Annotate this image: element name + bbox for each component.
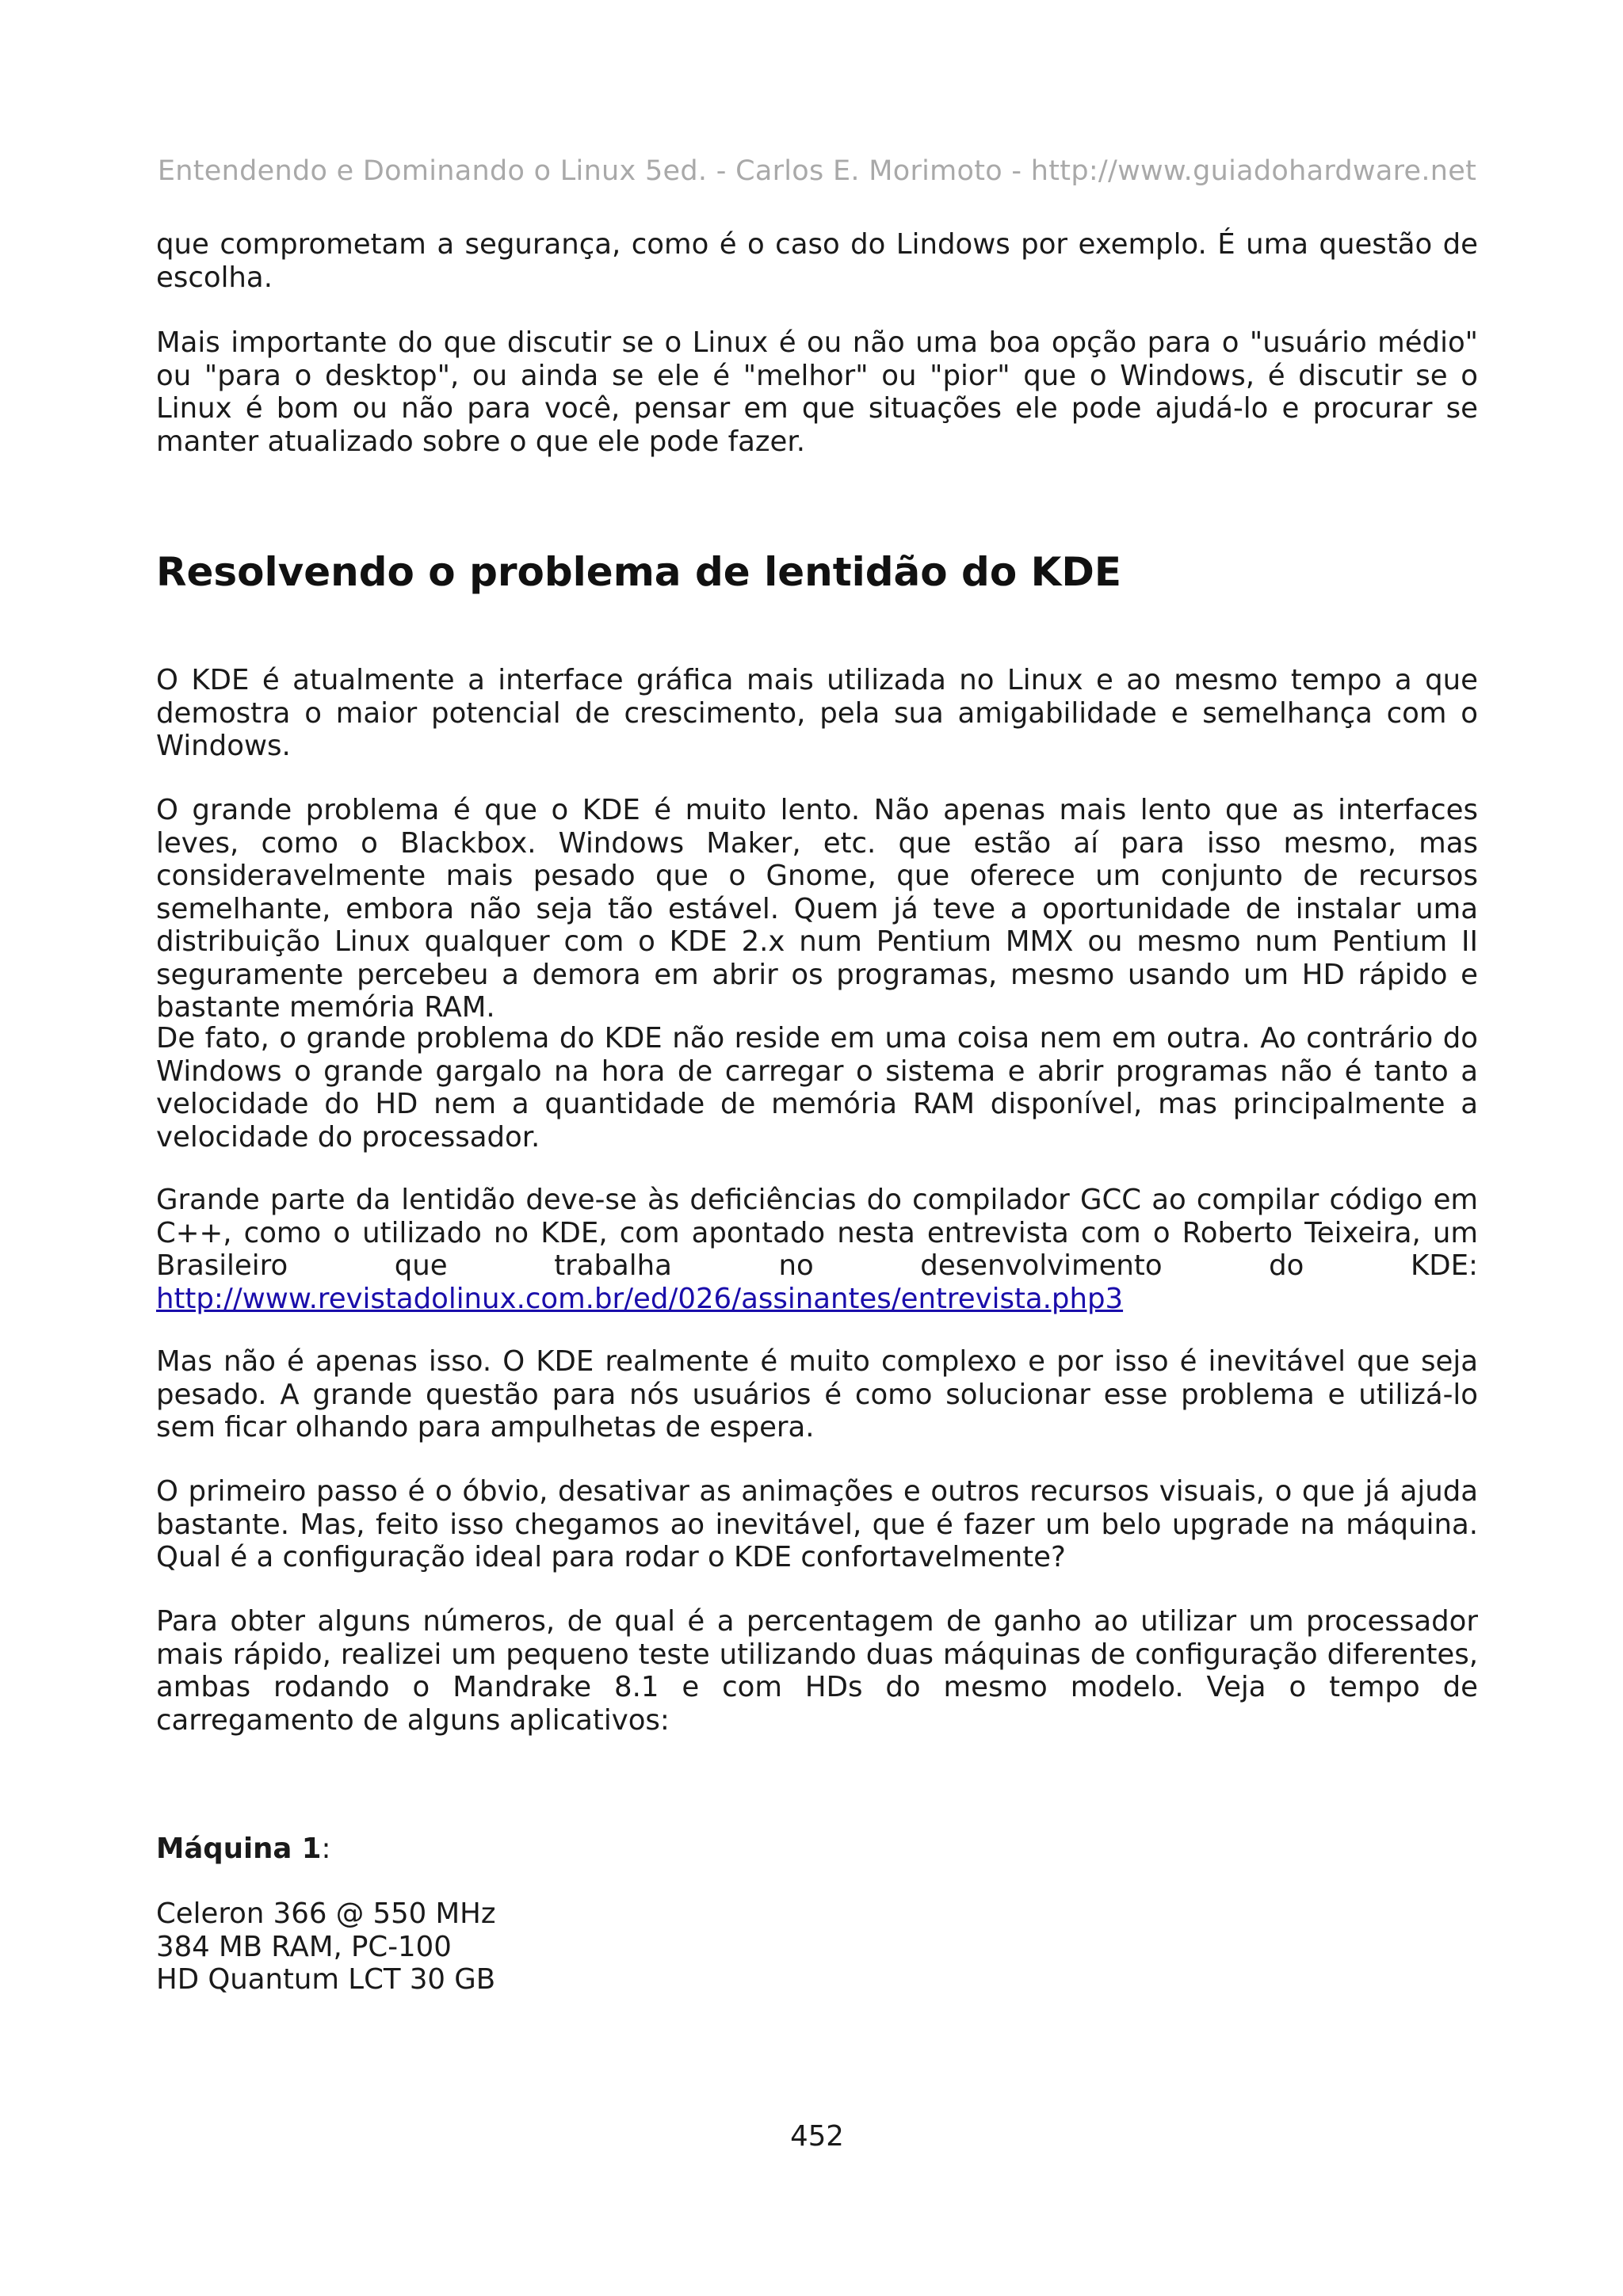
machine-1-title	[156, 1833, 330, 1866]
paragraph-desktop-discussion: Mais importante do que discutir se o Linux é ou não uma boa opção para o "usuário médio" ou "para o desktop", ou ainda se ele é "melhor" ou "pior" que o Windows, é discutir se o Linux é bom ou não para você, pensar em que situações ele pode ajudá-lo e procurar se manter atualizado sobre o que ele pode fazer.	[156, 326, 1478, 458]
machine-1-specs	[156, 1897, 495, 1997]
paragraph-gcc	[156, 1184, 1478, 1315]
paragraph-gcc-text: Grande parte da lentidão deve-se às deficiências do compilador GCC ao compilar código em C++, como o utilizado no KDE, com apontado nesta entrevista com o Roberto Teixeira, um Brasileiro que trabalha no desenvolvimento do KDE:	[156, 1184, 1478, 1282]
paragraph-kde-bottleneck: De fato, o grande problema do KDE não reside em uma coisa nem em outra. Ao contrário do Windows o grande gargalo na hora de carregar o sistema e abrir programas não é tanto a velocidade do HD nem a quantidade de memória RAM disponível, mas principalmente a velocidade do processador.	[156, 1022, 1478, 1154]
paragraph-kde-intro: O KDE é atualmente a interface gráfica mais utilizada no Linux e ao mesmo tempo a que demostra o maior potencial de crescimento, pela sua amigabilidade e semelhança com o Windows.	[156, 664, 1478, 762]
interview-link[interactable]: http://www.revistadolinux.com.br/ed/026/assinantes/entrevista.php3	[156, 1282, 1124, 1315]
paragraph-first-step: O primeiro passo é o óbvio, desativar as animações e outros recursos visuais, o que já ajuda bastante. Mas, feito isso chegamos ao inevitável, que é fazer um belo upgrade na máquina. Qual é a configuração ideal para rodar o KDE confortavelmente?	[156, 1475, 1478, 1573]
paragraph-kde-slow: O grande problema é que o KDE é muito lento. Não apenas mais lento que as interfaces leves, como o Blackbox. Windows Maker, etc. que estão aí para isso mesmo, mas consideravelmente mais pesado que o Gnome, que oferece um conjunto de recursos semelhante, embora não seja tão estável. Quem já teve a oportunidade de instalar uma distribuição Linux qualquer com o KDE 2.x num Pentium MMX ou mesmo num Pentium II seguramente percebeu a demora em abrir os programas, mesmo usando um HD rápido e bastante memória RAM.	[156, 794, 1478, 1024]
page-number: 452	[790, 2120, 844, 2153]
section-title: Resolvendo o problema de lentidão do KDE	[156, 549, 1121, 595]
paragraph-intro-end: que comprometam a segurança, como é o caso do Lindows por exemplo. É uma questão de escolha.	[156, 228, 1478, 294]
spec-hd: HD Quantum LCT 30 GB	[156, 1963, 496, 1996]
running-header: Entendendo e Dominando o Linux 5ed. - Carlos E. Morimoto - http://www.guiadohardware.net	[157, 155, 1477, 187]
paragraph-complexity: Mas não é apenas isso. O KDE realmente é muito complexo e por isso é inevitável que seja pesado. A grande questão para nós usuários é como solucionar esse problema e utilizá-lo sem ficar olhando para ampulhetas de espera.	[156, 1345, 1478, 1444]
machine-1-colon: :	[321, 1833, 331, 1865]
machine-1-label: Máquina 1	[156, 1833, 322, 1865]
paragraph-test-setup: Para obter alguns números, de qual é a percentagem de ganho ao utilizar um processador mais rápido, realizei um pequeno teste utilizando duas máquinas de configuração diferentes, ambas rodando o Mandrake 8.1 e com HDs do mesmo modelo. Veja o tempo de carregamento de alguns aplicativos:	[156, 1605, 1478, 1737]
spec-cpu: Celeron 366 @ 550 MHz	[156, 1897, 496, 1930]
spec-ram: 384 MB RAM, PC-100	[156, 1930, 452, 1963]
